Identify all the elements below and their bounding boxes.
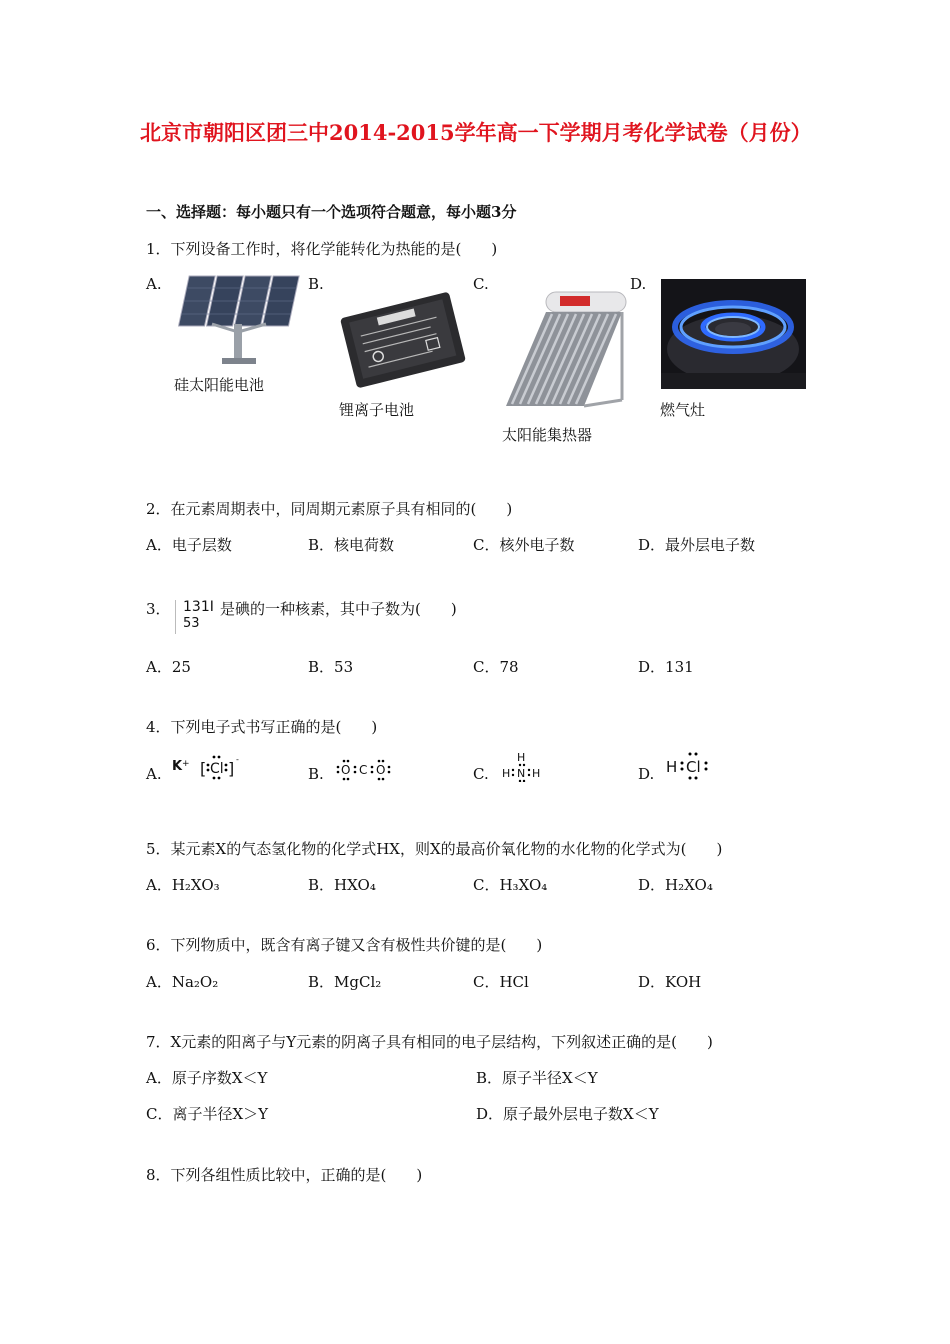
q4-formula-a [170, 754, 246, 782]
q1-label-b: B. [308, 275, 324, 293]
svg-text:Cl: Cl [210, 761, 224, 777]
q4-formula-b [334, 758, 394, 782]
question-4-stem: 4．下列电子式书写正确的是( ) [146, 718, 378, 736]
solar-panel-image [172, 272, 310, 370]
q1-label-c: C. [473, 275, 489, 293]
svg-text:H: H [517, 751, 526, 764]
svg-text:C: C [359, 763, 368, 777]
question-8-stem: 8．下列各组性质比较中，正确的是( ) [146, 1166, 423, 1184]
question-2-stem: 2．在元素周期表中，同周期元素原子具有相同的( ) [146, 500, 513, 518]
section-heading: 一、选择题：每小题只有一个选项符合题意，每小题3分 [146, 203, 517, 221]
q2-option-b: B．核电荷数 [308, 536, 395, 554]
q6-option-d: D．KOH [638, 973, 702, 991]
svg-text:H: H [666, 758, 678, 776]
q3-option-c: C．78 [473, 658, 519, 676]
q3-option-a: A．25 [146, 658, 191, 676]
q1-caption-c: 太阳能集热器 [502, 426, 593, 444]
q5-option-d: D．H₂XO₄ [638, 876, 713, 894]
solar-heater-image [500, 288, 632, 412]
q6-option-a: A．Na₂O₂ [146, 973, 219, 991]
lithium-battery-image [333, 290, 473, 390]
q4-formula-d [664, 750, 720, 782]
q3-option-d: D．131 [638, 658, 694, 676]
q7-option-a: A．原子序数X＜Y [146, 1069, 268, 1087]
q3-mass-symbol: 131I [183, 599, 214, 615]
svg-text:]: ] [228, 759, 235, 778]
question-5-stem: 5．某元素X的气态氢化物的化学式HX，则X的最高价氧化物的水化物的化学式为( ) [146, 840, 723, 858]
q4-label-d: D. [638, 765, 655, 783]
svg-text:K: K [172, 759, 183, 774]
q6-option-c: C．HCl [473, 973, 529, 991]
q1-caption-d: 燃气灶 [660, 401, 706, 419]
q4-label-c: C. [473, 765, 489, 783]
svg-text:[: [ [200, 759, 207, 778]
q1-label-d: D. [630, 275, 647, 293]
q4-formula-c [499, 750, 547, 782]
svg-text:H: H [502, 767, 511, 780]
svg-text:Cl: Cl [686, 758, 701, 776]
q3-option-b: B．53 [308, 658, 354, 676]
q1-label-a: A. [146, 275, 162, 293]
q5-option-b: B．HXO₄ [308, 876, 376, 894]
question-6-stem: 6．下列物质中，既含有离子键又含有极性共价键的是( ) [146, 936, 543, 954]
svg-text:-: - [236, 755, 239, 764]
gas-stove-image [661, 279, 806, 389]
q1-caption-b: 锂离子电池 [339, 401, 415, 419]
q3-atomic-number: 53 [183, 616, 200, 631]
q5-option-a: A．H₂XO₃ [146, 876, 220, 894]
q4-label-b: B. [308, 765, 324, 783]
svg-text:+: + [182, 759, 190, 769]
question-7-stem: 7．X元素的阳离子与Y元素的阴离子具有相同的电子层结构，下列叙述正确的是( ) [146, 1033, 713, 1051]
question-1-stem: 1．下列设备工作时，将化学能转化为热能的是( ) [146, 240, 498, 258]
svg-text:O: O [341, 763, 351, 777]
q7-option-c: C．离子半径X＞Y [146, 1105, 269, 1123]
question-3-stem: 是碘的一种核素，其中子数为( ) [220, 600, 457, 618]
question-3-number: 3． [146, 600, 171, 618]
page-title: 北京市朝阳区团三中2014-2015学年高一下学期月考化学试卷（月份） [140, 120, 812, 145]
svg-text:N: N [517, 767, 526, 780]
q5-option-c: C．H₃XO₄ [473, 876, 548, 894]
q2-option-a: A．电子层数 [146, 536, 232, 554]
q1-caption-a: 硅太阳能电池 [174, 376, 265, 394]
q6-option-b: B．MgCl₂ [308, 973, 382, 991]
q7-option-b: B．原子半径X＜Y [476, 1069, 598, 1087]
q2-option-d: D．最外层电子数 [638, 536, 756, 554]
q7-option-d: D．原子最外层电子数X＜Y [476, 1105, 659, 1123]
svg-text:H: H [532, 767, 541, 780]
q3-nuclide-bracket [175, 600, 177, 634]
q2-option-c: C．核外电子数 [473, 536, 575, 554]
q4-label-a: A. [146, 765, 162, 783]
svg-text:O: O [376, 763, 386, 777]
